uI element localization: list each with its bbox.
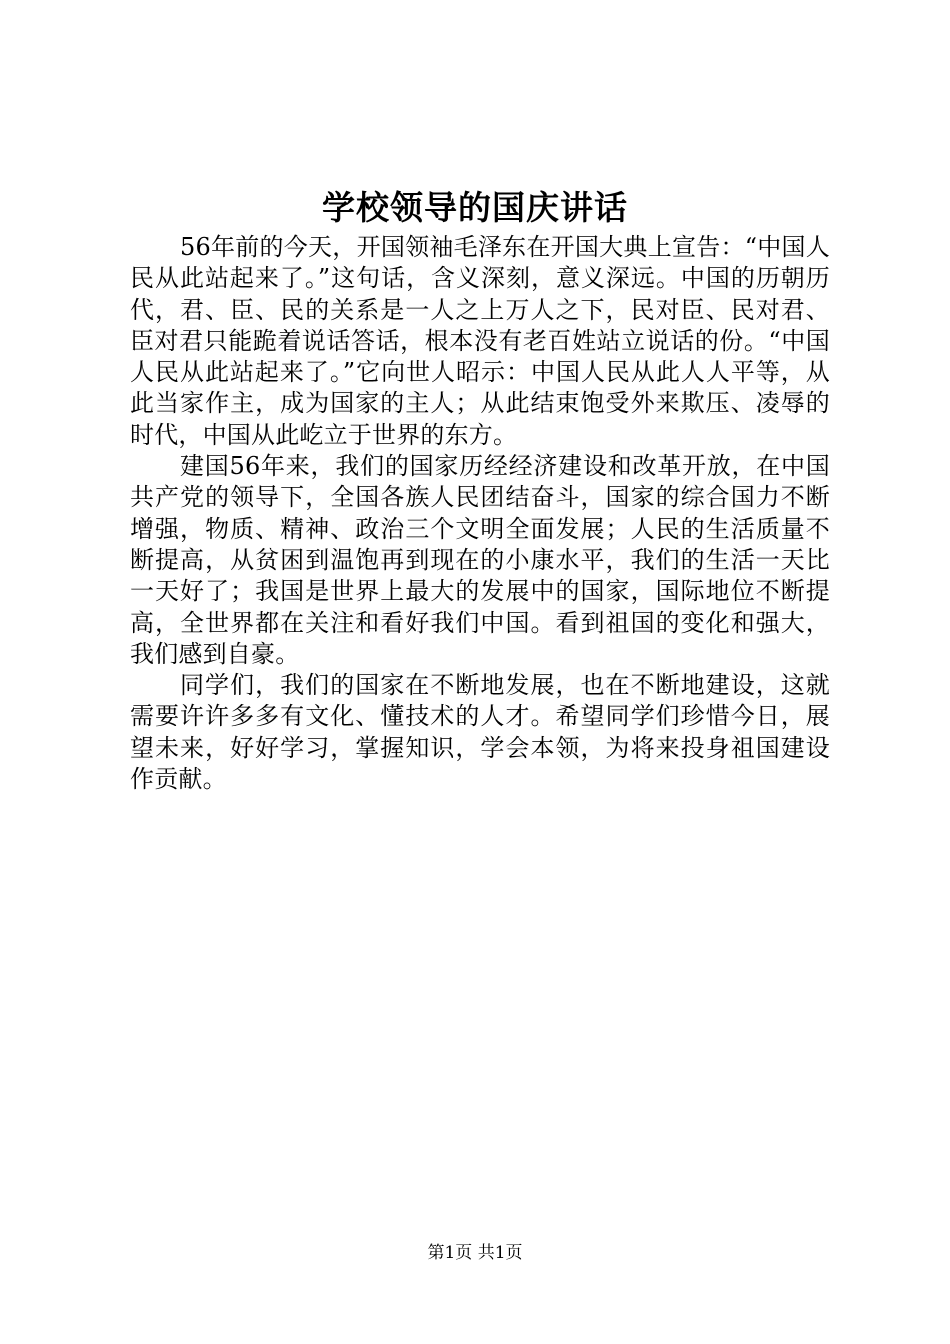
document-title: 学校领导的国庆讲话 — [322, 188, 628, 227]
paragraph-1: 56年前的今天，开国领袖毛泽东在开国大典上宣告：“中国人民从此站起来了。”这句话，含义深刻，意义深远。中国的历朝历代，君、臣、民的关系是一人之上万人之下，民对臣、民对君、臣对君只能跪着说话答话，根本没有老百姓站立说话的份。“中国人民从此站起来了。”它向世人昭示：中国人民从此人人平等，从此当家作主，成为国家的主人；从此结束饱受外来欺压、凌辱的时代，中国从此屹立于世界的东方。 — [130, 233, 830, 449]
document-body — [130, 232, 830, 795]
paragraph-3: 同学们，我们的国家在不断地发展，也在不断地建设，这就需要许许多多有文化、懂技术的人才。希望同学们珍惜今日，展望未来，好好学习，掌握知识，学会本领，为将来投身祖国建设作贡献。 — [130, 671, 830, 794]
page-footer: 第1页 共1页 — [427, 1243, 523, 1263]
paragraph-2: 建国56年来，我们的国家历经经济建设和改革开放，在中国共产党的领导下，全国各族人民团结奋斗，国家的综合国力不断增强，物质、精神、政治三个文明全面发展；人民的生活质量不断提高，从贫困到温饱再到现在的小康水平，我们的生活一天比一天好了；我国是世界上最大的发展中的国家，国际地位不断提高，全世界都在关注和看好我们中国。看到祖国的变化和强大，我们感到自豪。 — [130, 452, 830, 668]
